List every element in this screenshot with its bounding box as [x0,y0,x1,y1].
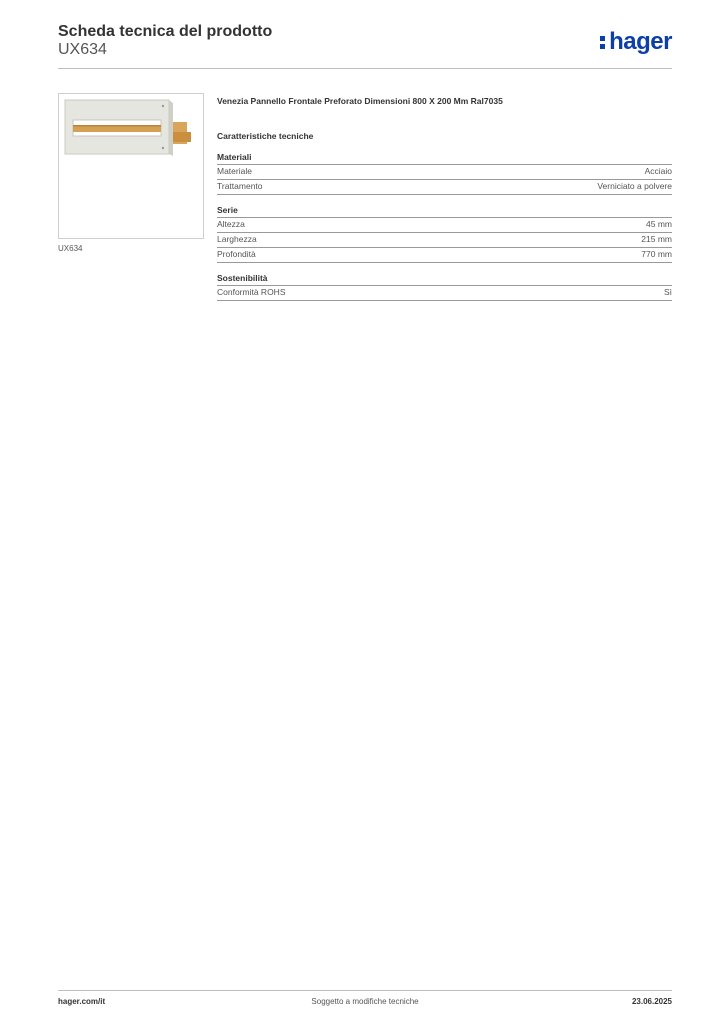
spec-row [217,180,672,195]
logo-dots-icon [600,36,607,50]
spec-label: Conformità ROHS [217,287,286,297]
spec-value: 45 mm [646,219,672,229]
image-caption: UX634 [58,244,83,253]
product-details [217,95,672,301]
product-code: UX634 [58,41,107,58]
spec-group-title: Materiali [217,151,672,165]
spec-value: Verniciato a polvere [597,181,672,191]
spec-group-serie [217,204,672,263]
spec-label: Altezza [217,219,245,229]
spec-row [217,248,672,263]
footer-date: 23.06.2025 [631,997,672,1006]
front-panel-illustration [59,94,203,238]
spec-row [217,233,672,248]
page-title: Scheda tecnica del prodotto [58,23,273,40]
spec-value: 215 mm [641,234,672,244]
page-header [58,22,672,59]
spec-value: Acciaio [644,166,672,176]
hager-logo [600,30,672,54]
spec-value: 770 mm [641,249,672,259]
footer-divider [58,990,672,991]
spec-group-materiali [217,151,672,195]
spec-value: Sì [663,287,672,297]
spec-group-title: Sostenibilità [217,272,672,286]
spec-row [217,165,672,180]
logo-text: hager [609,28,672,55]
product-image [58,93,204,239]
header-divider [58,68,672,69]
footer-website-link[interactable]: hager.com/it [58,997,106,1006]
spec-row [217,286,672,301]
spec-label: Larghezza [217,234,257,244]
product-name: Venezia Pannello Frontale Preforato Dimensioni 800 X 200 Mm Ral7035 [217,96,503,106]
footer-note: Soggetto a modifiche tecniche [311,997,419,1006]
spec-label: Profondità [217,249,256,259]
spec-label: Materiale [217,166,252,176]
spec-group-title: Serie [217,204,672,218]
specs-section-title: Caratteristiche tecniche [217,131,314,141]
spec-label: Trattamento [217,181,263,191]
spec-group-sostenibilita [217,272,672,301]
spec-row [217,218,672,233]
